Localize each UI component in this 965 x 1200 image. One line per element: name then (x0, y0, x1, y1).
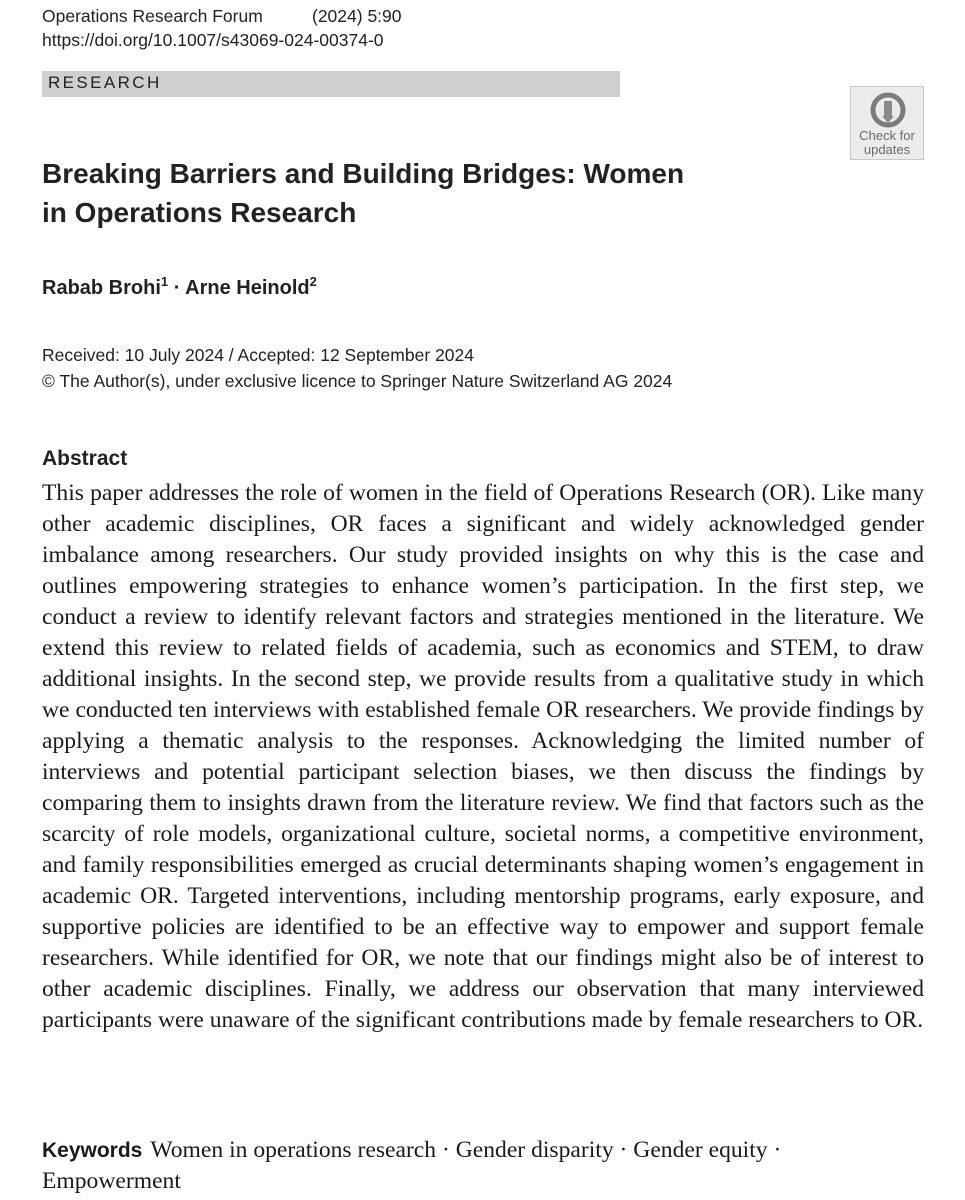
author-name[interactable]: Arne Heinold (185, 277, 310, 299)
keywords-section (42, 1135, 924, 1197)
author-separator: · (168, 277, 186, 299)
author-name[interactable]: Rabab Brohi (42, 277, 161, 299)
check-for-updates-badge[interactable] (850, 86, 924, 160)
crossmark-icon (870, 92, 906, 128)
copyright-notice: © The Author(s), under exclusive licence to Springer Nature Switzerland AG 2024 (42, 371, 673, 391)
badge-line-1: Check for (859, 128, 915, 143)
abstract-heading: Abstract (42, 447, 128, 470)
affiliation-mark: 2 (309, 274, 317, 289)
doi-link[interactable]: https://doi.org/10.1007/s43069-024-00374-0 (42, 30, 384, 50)
keywords-list: Women in operations research · Gender disparity · Gender equity · Empowerment (42, 1137, 782, 1194)
article-header (42, 4, 402, 52)
journal-name: Operations Research Forum (42, 6, 263, 26)
author-list (42, 274, 317, 300)
title-line-2: in Operations Research (42, 197, 357, 228)
article-dates (42, 342, 672, 394)
title-line-1: Breaking Barriers and Building Bridges: Women (42, 158, 685, 189)
affiliation-mark: 1 (160, 274, 169, 289)
keywords-label: Keywords (42, 1139, 143, 1162)
article-type-banner (42, 71, 620, 97)
article-type-label: RESEARCH (48, 73, 162, 92)
badge-line-2: updates (863, 142, 911, 157)
received-accepted-dates: Received: 10 July 2024 / Accepted: 12 September 2024 (42, 345, 474, 365)
abstract-text: This paper addresses the role of women in the field of Operations Research (OR). Like many other academic disciplines, OR faces a significant and widely acknowledged gender imbalance among researchers. Our study provided insights on why this is the case and outlines empowering strategies to enhance women’s participation. In the first step, we conduct a review to identify relevant factors and strategies mentioned in the literature. We extend this review to related fields of academia, such as economics and STEM, to draw additional insights. In the second step, we provide results from a qualitative study in which we conducted ten interviews with established female OR researchers. We provide findings by applying a thematic analysis to the responses. Acknowledging the limited number of interviews and potential participant selection biases, we then discuss the findings by comparing them to insights drawn from the literature review. We find that factors such as the scarcity of role models, organizational culture, societal norms, a competitive environment, and family responsibilities emerged as crucial determinants shaping women’s engagement in academic OR. Targeted interventions, including mentorship programs, early exposure, and supportive policies are identified to be an effective way to empower and support female researchers. While identified for OR, we note that our findings might also be of interest to other academic disciplines. Finally, we address our observation that many interviewed participants were unaware of the significant contributions made by female researchers to OR. (42, 480, 924, 1033)
journal-issue: (2024) 5:90 (312, 6, 402, 26)
article-title (42, 154, 762, 232)
